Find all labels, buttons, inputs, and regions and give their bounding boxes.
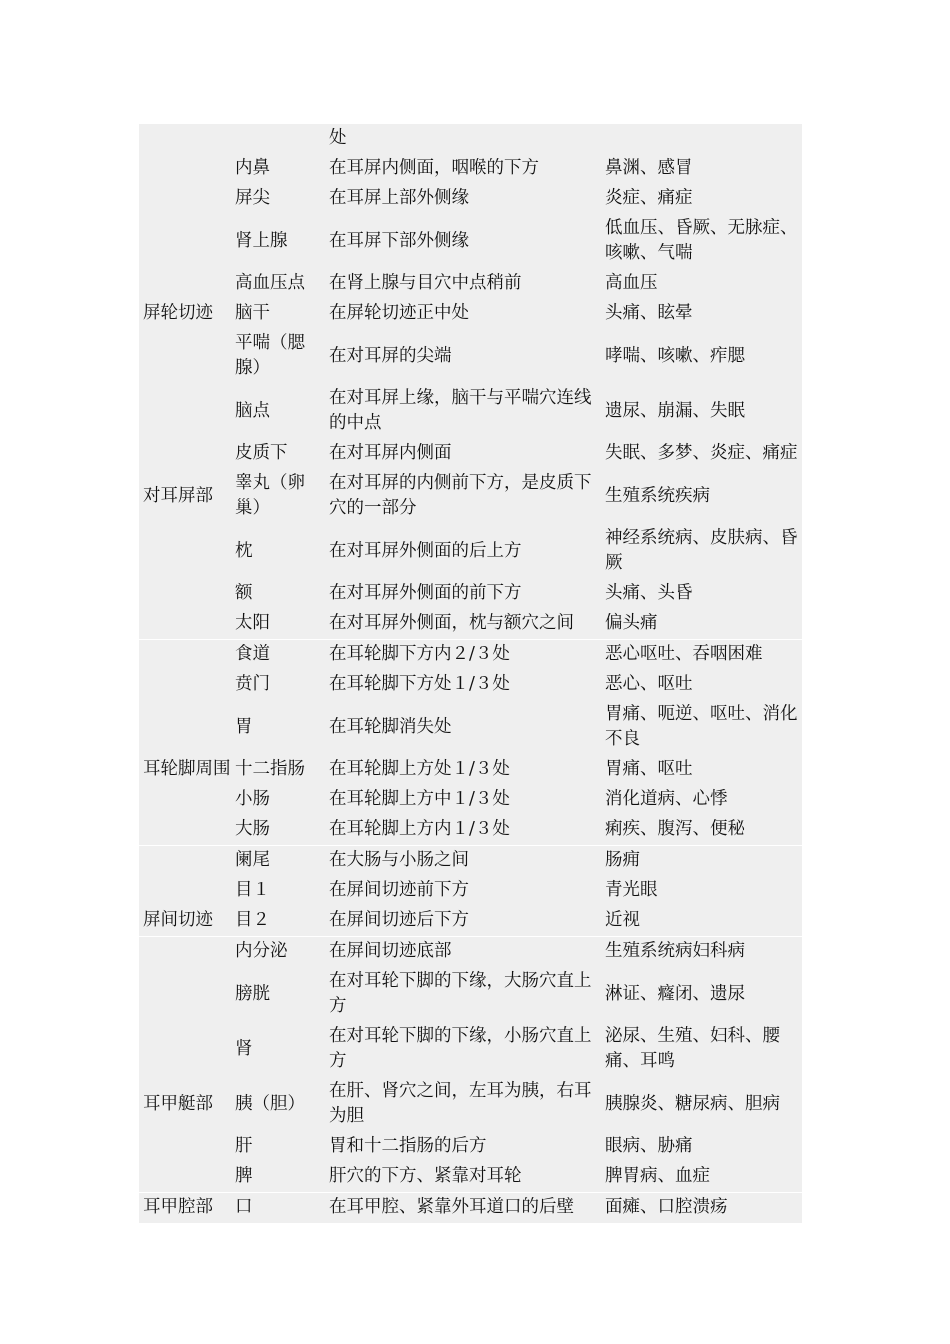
table-row xyxy=(139,184,802,214)
region-cell: 对耳屏部 xyxy=(143,485,213,506)
indication-cell: 淋证、癃闭、遗尿 xyxy=(605,983,745,1004)
indication-cell: 头痛、眩晕 xyxy=(605,303,693,323)
region-cell xyxy=(139,384,233,439)
table-row xyxy=(139,299,802,329)
region-cell xyxy=(139,1022,233,1077)
point-name-cell: 目１ xyxy=(235,880,270,900)
indication-cell: 胰腺炎、糖尿病、胆病 xyxy=(605,1093,780,1114)
region-cell xyxy=(139,524,233,579)
indication-cell: 近视 xyxy=(605,910,640,930)
location-cell: 在对耳屏的内侧前下方，是皮质下穴的一部分 xyxy=(329,473,592,518)
table-row xyxy=(139,154,802,184)
point-name-cell: 肾上腺 xyxy=(235,230,288,251)
point-name-cell xyxy=(233,124,327,154)
indication-cell: 偏头痛 xyxy=(605,613,658,633)
indication-cell: 眼病、胁痛 xyxy=(605,1136,693,1156)
location-cell: 在大肠与小肠之间 xyxy=(327,846,603,877)
location-cell: 在耳轮脚下方内２/３处 xyxy=(327,640,603,671)
point-name-cell: 食道 xyxy=(233,640,327,671)
table-row xyxy=(139,269,802,299)
table-row xyxy=(139,670,802,700)
table-row xyxy=(139,609,802,640)
region-cell xyxy=(139,579,233,609)
region-cell: 屏轮切迹 xyxy=(143,303,213,323)
indication-cell: 泌尿、生殖、妇科、腰痛、耳鸣 xyxy=(605,1026,780,1071)
location-cell: 在对耳屏外侧面的前下方 xyxy=(329,583,522,603)
region-cell xyxy=(139,670,233,700)
location-cell: 处 xyxy=(329,128,347,148)
indication-cell: 恶心、呕吐 xyxy=(605,674,693,694)
table-row xyxy=(139,124,802,154)
region-cell xyxy=(139,609,233,640)
indication-cell: 失眠、多梦、炎症、痛症 xyxy=(605,443,798,463)
point-name-cell: 额 xyxy=(235,583,253,603)
region-cell: 屏间切迹 xyxy=(143,910,213,930)
table-row xyxy=(139,906,802,937)
location-cell: 在耳屏上部外侧缘 xyxy=(329,188,469,208)
region-cell xyxy=(139,184,233,214)
location-cell: 在耳轮脚上方中１/３处 xyxy=(329,789,510,809)
point-name-cell: 睾丸（卵巢） xyxy=(235,473,305,518)
indication-cell: 脾胃病、血症 xyxy=(605,1166,710,1186)
region-cell: 耳甲艇部 xyxy=(143,1093,213,1114)
table-row xyxy=(139,214,802,269)
indication-cell: 生殖系统疾病 xyxy=(605,485,710,506)
location-cell: 在耳轮脚下方处１/３处 xyxy=(329,674,510,694)
region-cell xyxy=(139,214,233,269)
point-name-cell: 目２ xyxy=(235,910,270,930)
location-cell: 在肾上腺与目穴中点稍前 xyxy=(329,273,522,293)
indication-cell: 生殖系统病妇科病 xyxy=(603,937,802,968)
location-cell: 在屏轮切迹正中处 xyxy=(329,303,469,323)
acupoint-table xyxy=(139,124,802,1223)
table-row xyxy=(139,1077,802,1132)
indication-cell: 鼻渊、感冒 xyxy=(605,158,693,178)
table-row xyxy=(139,384,802,439)
region-cell xyxy=(139,1162,233,1193)
indication-cell: 神经系统病、皮肤病、昏厥 xyxy=(605,528,798,573)
location-cell: 在对耳轮下脚的下缘，大肠穴直上方 xyxy=(329,971,592,1016)
table-row xyxy=(139,469,802,524)
location-cell: 在对耳屏上缘，脑干与平喘穴连线的中点 xyxy=(329,388,592,433)
indication-cell: 炎症、痛症 xyxy=(605,188,693,208)
point-name-cell: 胃 xyxy=(235,716,253,737)
indication-cell: 低血压、昏厥、无脉症、咳嗽、气喘 xyxy=(605,218,798,263)
table-row xyxy=(139,785,802,815)
region-cell xyxy=(139,785,233,815)
point-name-cell: 内分泌 xyxy=(233,937,327,968)
location-cell: 在耳屏下部外侧缘 xyxy=(329,230,469,251)
point-name-cell: 小肠 xyxy=(235,789,270,809)
table-row xyxy=(139,700,802,755)
table-row xyxy=(139,524,802,579)
point-name-cell: 膀胱 xyxy=(235,983,270,1004)
indication-cell: 哮喘、咳嗽、痄腮 xyxy=(605,345,745,366)
indication-cell: 青光眼 xyxy=(605,880,658,900)
region-cell xyxy=(139,124,233,154)
indication-cell: 痢疾、腹泻、便秘 xyxy=(605,819,745,839)
point-name-cell: 平喘（腮腺） xyxy=(235,333,305,378)
location-cell: 在对耳屏内侧面 xyxy=(329,443,452,463)
region-cell xyxy=(139,700,233,755)
table-row xyxy=(139,1022,802,1077)
location-cell: 胃和十二指肠的后方 xyxy=(329,1136,487,1156)
table-row xyxy=(139,937,802,968)
location-cell: 肝穴的下方、紧靠对耳轮 xyxy=(329,1166,522,1186)
point-name-cell: 皮质下 xyxy=(235,443,288,463)
point-name-cell: 脑点 xyxy=(235,400,270,421)
location-cell: 在耳轮脚消失处 xyxy=(329,716,452,737)
table-row xyxy=(139,439,802,469)
point-name-cell: 阑尾 xyxy=(233,846,327,877)
indication-cell: 肠痈 xyxy=(603,846,802,877)
location-cell: 在耳轮脚上方处１/３处 xyxy=(329,759,510,779)
indication-cell: 消化道病、心悸 xyxy=(605,789,728,809)
table-row xyxy=(139,815,802,846)
region-cell xyxy=(139,154,233,184)
point-name-cell: 脾 xyxy=(235,1166,253,1186)
region-cell: 耳甲腔部 xyxy=(139,1193,233,1224)
point-name-cell: 贲门 xyxy=(235,674,270,694)
table-row xyxy=(139,579,802,609)
region-cell xyxy=(139,876,233,906)
location-cell: 在对耳屏外侧面的后上方 xyxy=(329,540,522,561)
location-cell: 在耳屏内侧面，咽喉的下方 xyxy=(329,158,539,178)
region-cell xyxy=(139,967,233,1022)
indication-cell: 遗尿、崩漏、失眠 xyxy=(605,400,745,421)
region-cell xyxy=(139,439,233,469)
location-cell: 在对耳轮下脚的下缘，小肠穴直上方 xyxy=(329,1026,592,1071)
table-row xyxy=(139,329,802,384)
point-name-cell: 枕 xyxy=(235,540,253,561)
table-row xyxy=(139,876,802,906)
table-row xyxy=(139,967,802,1022)
indication-cell: 高血压 xyxy=(605,273,658,293)
location-cell: 在耳轮脚上方内１/３处 xyxy=(329,819,510,839)
region-cell: 耳轮脚周围 xyxy=(143,759,231,779)
table-row xyxy=(139,640,802,671)
point-name-cell: 胰（胆） xyxy=(235,1093,305,1114)
location-cell: 在屏间切迹底部 xyxy=(327,937,603,968)
location-cell: 在对耳屏的尖端 xyxy=(329,345,452,366)
point-name-cell: 十二指肠 xyxy=(235,759,305,779)
indication-cell: 恶心呕吐、吞咽困难 xyxy=(603,640,802,671)
table-row xyxy=(139,1132,802,1162)
location-cell: 在屏间切迹前下方 xyxy=(329,880,469,900)
region-cell xyxy=(139,815,233,846)
point-name-cell: 脑干 xyxy=(235,303,270,323)
location-cell: 在肝、肾穴之间，左耳为胰，右耳为胆 xyxy=(329,1081,592,1126)
point-name-cell: 口 xyxy=(233,1193,327,1224)
region-cell xyxy=(139,937,233,968)
region-cell xyxy=(139,269,233,299)
point-name-cell: 高血压点 xyxy=(235,273,305,293)
region-cell xyxy=(139,640,233,671)
location-cell: 在对耳屏外侧面，枕与额穴之间 xyxy=(329,613,574,633)
region-cell xyxy=(139,329,233,384)
indication-cell: 胃痛、呕吐 xyxy=(605,759,693,779)
point-name-cell: 太阳 xyxy=(235,613,270,633)
point-name-cell: 屏尖 xyxy=(235,188,270,208)
table-row xyxy=(139,1162,802,1193)
indication-cell xyxy=(603,124,802,154)
location-cell: 在耳甲腔、紧靠外耳道口的后壁 xyxy=(327,1193,603,1224)
table-row xyxy=(139,846,802,877)
region-cell xyxy=(139,1132,233,1162)
region-cell xyxy=(139,846,233,877)
point-name-cell: 大肠 xyxy=(235,819,270,839)
location-cell: 在屏间切迹后下方 xyxy=(329,910,469,930)
indication-cell: 头痛、头昏 xyxy=(605,583,693,603)
table-row xyxy=(139,755,802,785)
table-row xyxy=(139,1193,802,1224)
indication-cell: 胃痛、呃逆、呕吐、消化不良 xyxy=(605,704,798,749)
point-name-cell: 肝 xyxy=(235,1136,253,1156)
indication-cell: 面瘫、口腔溃疡 xyxy=(603,1193,802,1224)
table-body xyxy=(139,124,802,1223)
point-name-cell: 肾 xyxy=(235,1038,253,1059)
point-name-cell: 内鼻 xyxy=(235,158,270,178)
